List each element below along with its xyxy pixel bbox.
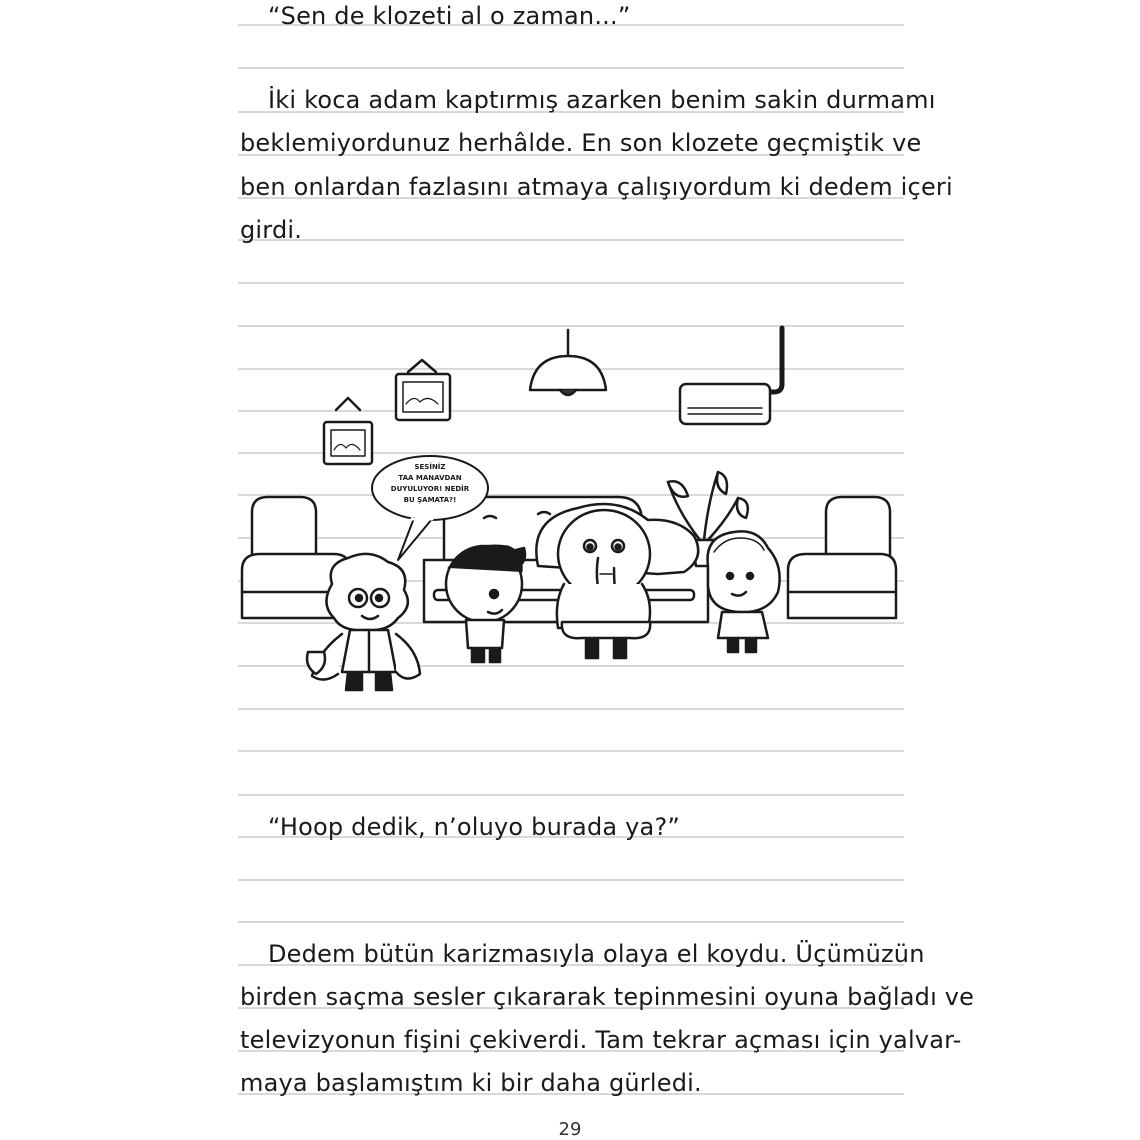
ceiling-lamp: [530, 330, 606, 395]
speech-bubble-line: TAA MANAVDAN: [398, 474, 462, 482]
rule-line: [238, 879, 904, 881]
picture-frame-left: [324, 398, 372, 464]
girl-character: [708, 531, 780, 652]
rule-line: [238, 282, 904, 284]
paragraph-line: maya başlamıştım ki bir daha gürledi.: [240, 1069, 702, 1097]
paragraph-line: birden saçma sesler çıkararak tepinmesini oyuna bağladı ve: [240, 983, 975, 1011]
living-room-illustration: [238, 322, 904, 702]
right-armchair: [788, 497, 896, 618]
paragraph-line: beklemiyordunuz herhâlde. En son klozete geçmiştik ve: [240, 129, 922, 157]
paragraph-line: girdi.: [240, 216, 303, 244]
paragraph-line: İki koca adam kaptırmış azarken benim sakin durmamı: [268, 86, 936, 114]
rule-line: [238, 67, 904, 69]
speech-bubble-line: BU ŞAMATA?!: [403, 496, 457, 504]
speech-bubble-line: SESİNİZ: [414, 463, 446, 471]
rule-line: [238, 750, 904, 752]
page-number: 29: [558, 1119, 582, 1140]
speech-bubble-line: DUYULUYOR! NEDİR: [390, 485, 470, 493]
picture-frame-right: [396, 360, 450, 420]
rule-line: [238, 708, 904, 710]
paragraph-line: ben onlardan fazlasını atmaya çalışıyordum ki dedem içeri: [240, 173, 953, 201]
air-conditioner: [680, 328, 782, 424]
rule-line: [238, 921, 904, 923]
paragraph-line: televizyonun fişini çekiverdi. Tam tekrar açması için yalvar-: [240, 1026, 962, 1054]
quote-line: “Sen de klozeti al o zaman...”: [268, 2, 631, 30]
boy-character: [446, 545, 525, 662]
paragraph-line: Dedem bütün karizmasıyla olaya el koydu. Üçümüzün: [268, 940, 925, 968]
rule-line: [238, 794, 904, 796]
quote-line: “Hoop dedik, n’oluyo burada ya?”: [268, 813, 681, 841]
